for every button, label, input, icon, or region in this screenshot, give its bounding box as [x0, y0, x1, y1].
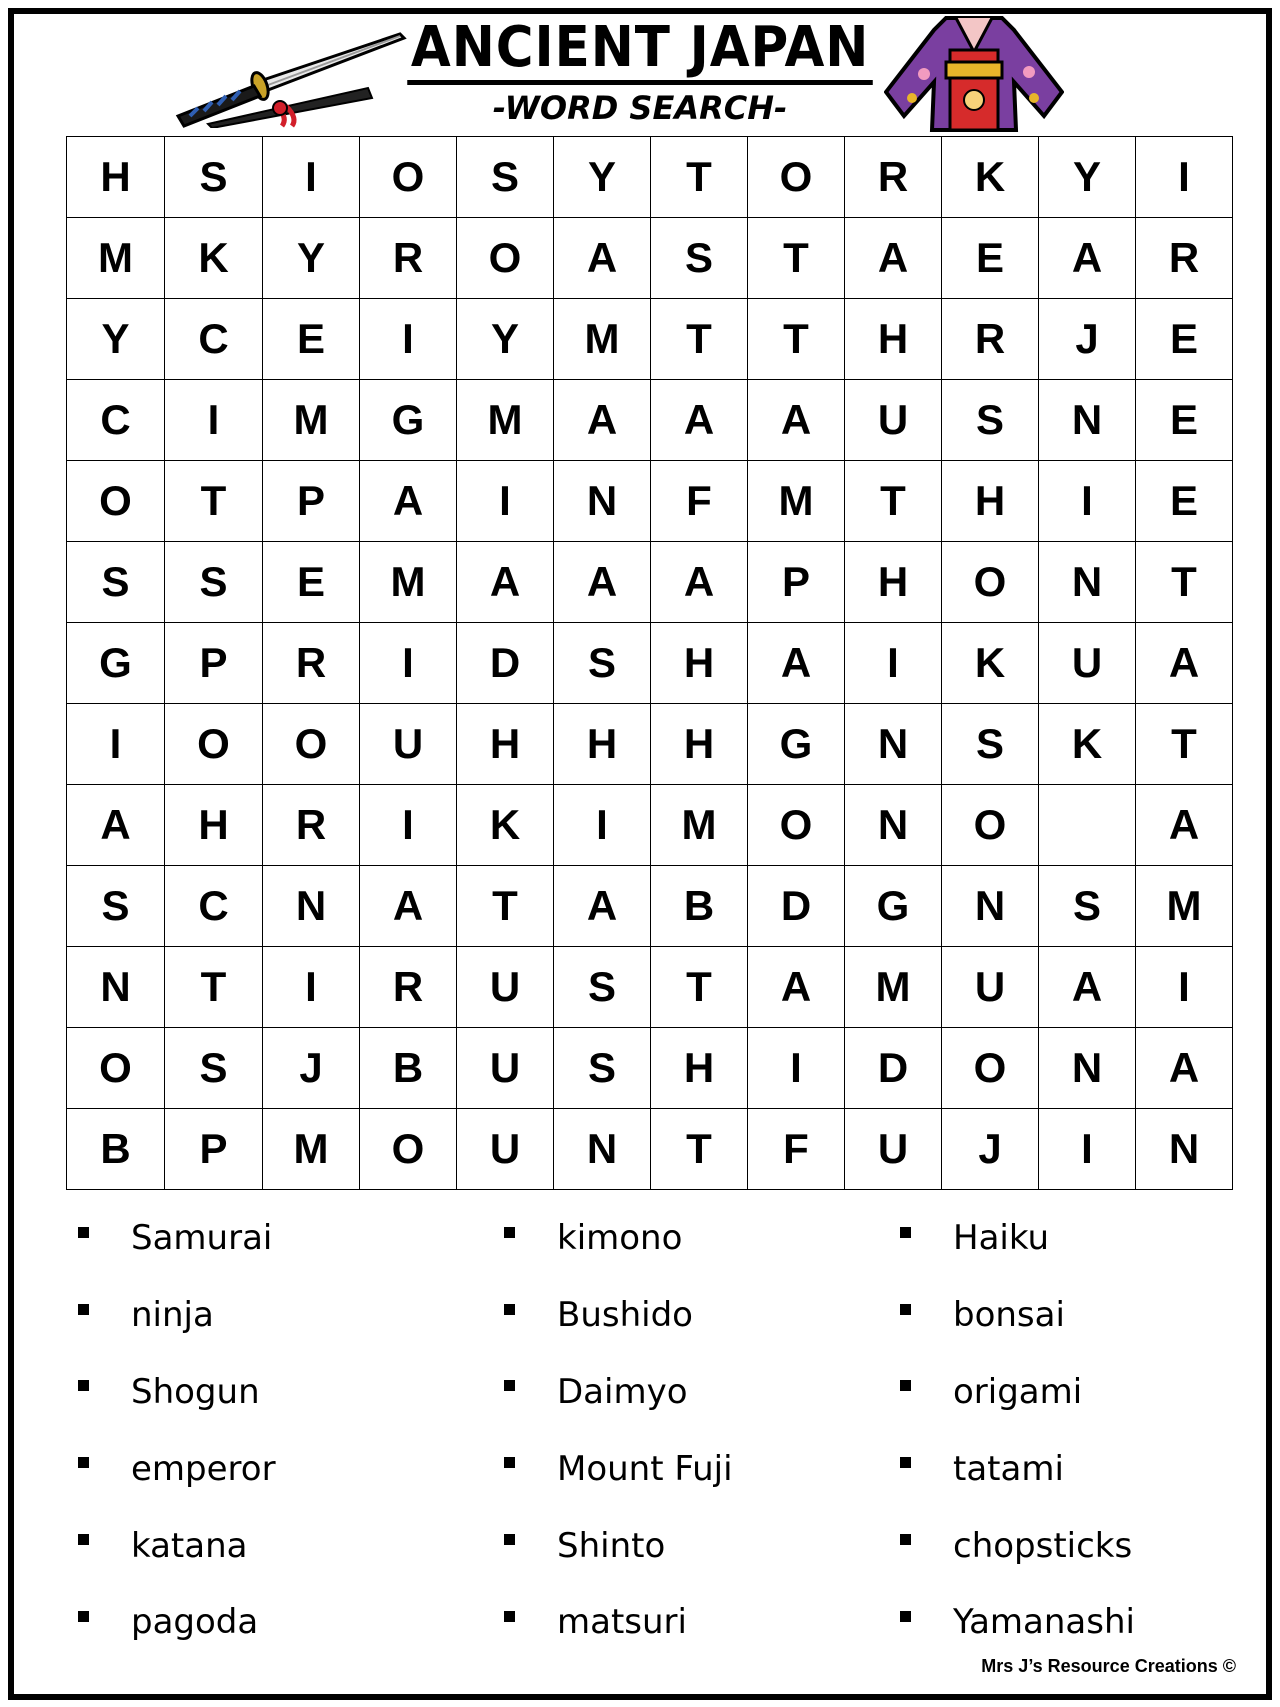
grid-cell[interactable]: J	[1039, 299, 1136, 380]
grid-cell[interactable]: O	[165, 704, 263, 785]
grid-cell[interactable]: F	[748, 1109, 845, 1190]
word-list-item	[900, 1277, 1135, 1354]
grid-cell[interactable]: S	[165, 1028, 263, 1109]
grid-cell[interactable]: R	[263, 785, 360, 866]
grid-cell[interactable]: S	[165, 137, 263, 218]
grid-cell[interactable]: E	[942, 218, 1039, 299]
grid-cell[interactable]: I	[360, 785, 457, 866]
grid-cell[interactable]: P	[263, 461, 360, 542]
word-list-item	[504, 1354, 733, 1431]
word-list-item	[900, 1584, 1135, 1661]
grid-cell[interactable]: I	[263, 137, 360, 218]
word-text: Shogun	[131, 1371, 260, 1412]
grid-cell[interactable]: N	[845, 785, 942, 866]
grid-cell[interactable]: N	[554, 1109, 651, 1190]
grid-cell[interactable]: G	[845, 866, 942, 947]
grid-cell[interactable]: U	[457, 947, 554, 1028]
grid-cell[interactable]: O	[360, 137, 457, 218]
grid-cell[interactable]: R	[1136, 218, 1233, 299]
grid-cell[interactable]: U	[845, 1109, 942, 1190]
bullet-icon	[504, 1380, 515, 1391]
grid-cell[interactable]: A	[1039, 947, 1136, 1028]
grid-cell[interactable]: K	[942, 137, 1039, 218]
worksheet-title: ANCIENT JAPAN	[407, 16, 873, 85]
grid-cell[interactable]: O	[67, 461, 165, 542]
grid-cell[interactable]: K	[457, 785, 554, 866]
grid-row	[67, 1028, 1233, 1109]
grid-cell[interactable]: N	[1039, 1028, 1136, 1109]
word-text: ninja	[131, 1295, 214, 1336]
grid-cell[interactable]: T	[845, 461, 942, 542]
bullet-icon	[504, 1611, 515, 1622]
credit-text: Mrs J’s Resource Creations ©	[981, 1656, 1236, 1676]
grid-row	[67, 542, 1233, 623]
grid-cell[interactable]: I	[1136, 947, 1233, 1028]
grid-row	[67, 866, 1233, 947]
grid-cell[interactable]: I	[165, 380, 263, 461]
grid-cell[interactable]: J	[942, 1109, 1039, 1190]
word-text: origami	[953, 1371, 1083, 1412]
grid-cell[interactable]: R	[360, 218, 457, 299]
grid-cell[interactable]: J	[263, 1028, 360, 1109]
grid-cell[interactable]: G	[748, 704, 845, 785]
grid-cell[interactable]: O	[942, 542, 1039, 623]
bullet-icon	[900, 1227, 911, 1238]
grid-cell[interactable]: U	[845, 380, 942, 461]
grid-cell[interactable]: A	[1039, 218, 1136, 299]
grid-cell[interactable]: H	[165, 785, 263, 866]
grid-cell[interactable]: B	[360, 1028, 457, 1109]
grid-row	[67, 1109, 1233, 1190]
grid-cell[interactable]: M	[1136, 866, 1233, 947]
kimono-icon	[884, 12, 1064, 134]
grid-cell[interactable]: U	[457, 1109, 554, 1190]
grid-cell[interactable]: H	[457, 704, 554, 785]
word-list-item	[504, 1507, 733, 1584]
grid-row	[67, 785, 1233, 866]
grid-cell[interactable]: K	[942, 623, 1039, 704]
grid-cell[interactable]: N	[1039, 380, 1136, 461]
grid-cell[interactable]: T	[651, 137, 748, 218]
grid-cell[interactable]: A	[554, 866, 651, 947]
bullet-icon	[78, 1380, 89, 1391]
grid-cell[interactable]: M	[457, 380, 554, 461]
grid-row	[67, 461, 1233, 542]
word-list-item	[78, 1430, 276, 1507]
grid-row	[67, 947, 1233, 1028]
word-list-item	[504, 1584, 733, 1661]
grid-cell[interactable]: S	[1039, 866, 1136, 947]
grid-cell[interactable]: M	[554, 299, 651, 380]
grid-cell[interactable]: M	[748, 461, 845, 542]
grid-cell[interactable]: A	[67, 785, 165, 866]
grid-cell[interactable]: I	[1136, 137, 1233, 218]
grid-cell[interactable]: S	[554, 1028, 651, 1109]
word-list-item	[78, 1277, 276, 1354]
word-list-column	[504, 1200, 733, 1661]
grid-cell[interactable]: H	[942, 461, 1039, 542]
word-text: Haiku	[953, 1218, 1050, 1259]
grid-cell[interactable]: I	[1039, 461, 1136, 542]
grid-cell[interactable]: B	[651, 866, 748, 947]
grid-cell[interactable]: I	[360, 623, 457, 704]
grid-cell[interactable]: A	[554, 380, 651, 461]
grid-cell[interactable]: F	[651, 461, 748, 542]
grid-cell[interactable]: D	[845, 1028, 942, 1109]
grid-cell[interactable]: H	[845, 299, 942, 380]
grid-cell[interactable]: N	[554, 461, 651, 542]
grid-cell[interactable]: S	[651, 218, 748, 299]
grid-cell[interactable]: U	[457, 1028, 554, 1109]
word-list-item	[504, 1277, 733, 1354]
grid-cell[interactable]: C	[67, 380, 165, 461]
grid-cell[interactable]: N	[263, 866, 360, 947]
grid-cell[interactable]: M	[263, 1109, 360, 1190]
grid-cell[interactable]: O	[360, 1109, 457, 1190]
grid-cell[interactable]	[1039, 785, 1136, 866]
grid-cell[interactable]: A	[1136, 785, 1233, 866]
grid-cell[interactable]: I	[845, 623, 942, 704]
grid-cell[interactable]: Y	[1039, 137, 1136, 218]
grid-cell[interactable]: I	[360, 299, 457, 380]
grid-cell[interactable]: P	[165, 623, 263, 704]
grid-cell[interactable]: S	[67, 542, 165, 623]
grid-cell[interactable]: A	[1136, 1028, 1233, 1109]
grid-cell[interactable]: U	[1039, 623, 1136, 704]
grid-cell[interactable]: R	[263, 623, 360, 704]
grid-cell[interactable]: N	[1039, 542, 1136, 623]
grid-cell[interactable]: Y	[457, 299, 554, 380]
grid-cell[interactable]: H	[651, 623, 748, 704]
grid-cell[interactable]: E	[1136, 380, 1233, 461]
grid-cell[interactable]: S	[165, 542, 263, 623]
word-text: matsuri	[557, 1602, 687, 1643]
grid-cell[interactable]: H	[845, 542, 942, 623]
grid-cell[interactable]: I	[554, 785, 651, 866]
grid-cell[interactable]: O	[67, 1028, 165, 1109]
grid-row	[67, 218, 1233, 299]
grid-cell[interactable]: A	[554, 542, 651, 623]
grid-cell[interactable]: U	[360, 704, 457, 785]
word-list-item	[900, 1507, 1135, 1584]
grid-row	[67, 623, 1233, 704]
grid-cell[interactable]: T	[1136, 542, 1233, 623]
grid-cell[interactable]: I	[748, 1028, 845, 1109]
grid-cell[interactable]: T	[457, 866, 554, 947]
word-text: kimono	[557, 1218, 683, 1259]
word-list-item	[900, 1430, 1135, 1507]
grid-cell[interactable]: S	[942, 704, 1039, 785]
grid-cell[interactable]: C	[165, 299, 263, 380]
bullet-icon	[78, 1534, 89, 1545]
grid-cell[interactable]: N	[67, 947, 165, 1028]
bullet-icon	[900, 1457, 911, 1468]
grid-cell[interactable]: S	[554, 947, 651, 1028]
grid-cell[interactable]: U	[942, 947, 1039, 1028]
bullet-icon	[504, 1304, 515, 1315]
grid-cell[interactable]: P	[748, 542, 845, 623]
grid-cell[interactable]: M	[845, 947, 942, 1028]
word-text: pagoda	[131, 1602, 259, 1643]
grid-cell[interactable]: T	[651, 947, 748, 1028]
bullet-icon	[900, 1380, 911, 1391]
grid-cell[interactable]: A	[748, 947, 845, 1028]
grid-cell[interactable]: A	[748, 380, 845, 461]
worksheet-subtitle: -WORD SEARCH-	[492, 89, 788, 127]
grid-cell[interactable]: T	[1136, 704, 1233, 785]
grid-cell[interactable]: E	[263, 299, 360, 380]
title-block	[0, 16, 1280, 127]
grid-cell[interactable]: T	[165, 947, 263, 1028]
grid-cell[interactable]: O	[942, 785, 1039, 866]
word-list-item	[504, 1200, 733, 1277]
grid-cell[interactable]: E	[263, 542, 360, 623]
grid-cell[interactable]: A	[651, 542, 748, 623]
grid-row	[67, 704, 1233, 785]
grid-cell[interactable]: A	[845, 218, 942, 299]
grid-cell[interactable]: R	[942, 299, 1039, 380]
grid-row	[67, 380, 1233, 461]
grid-cell[interactable]: D	[748, 866, 845, 947]
grid-cell[interactable]: O	[748, 785, 845, 866]
grid-cell[interactable]: M	[651, 785, 748, 866]
grid-cell[interactable]: T	[748, 299, 845, 380]
grid-cell[interactable]: S	[942, 380, 1039, 461]
grid-cell[interactable]: H	[651, 1028, 748, 1109]
word-list-column	[900, 1200, 1135, 1661]
grid-cell[interactable]: H	[67, 137, 165, 218]
word-text: chopsticks	[953, 1525, 1133, 1566]
bullet-icon	[78, 1457, 89, 1468]
grid-cell[interactable]: I	[67, 704, 165, 785]
grid-cell[interactable]: M	[263, 380, 360, 461]
word-text: tatami	[953, 1448, 1064, 1489]
grid-cell[interactable]: T	[748, 218, 845, 299]
word-list-item	[504, 1430, 733, 1507]
word-list-item	[900, 1354, 1135, 1431]
grid-cell[interactable]: Y	[263, 218, 360, 299]
grid-cell[interactable]: P	[165, 1109, 263, 1190]
grid-cell[interactable]: A	[1136, 623, 1233, 704]
grid-cell[interactable]: O	[942, 1028, 1039, 1109]
word-list-item	[78, 1354, 276, 1431]
bullet-icon	[900, 1304, 911, 1315]
grid-cell[interactable]: B	[67, 1109, 165, 1190]
bullet-icon	[504, 1227, 515, 1238]
bullet-icon	[78, 1304, 89, 1315]
word-text: Daimyo	[557, 1371, 688, 1412]
word-list-item	[78, 1507, 276, 1584]
grid-cell[interactable]: R	[360, 947, 457, 1028]
grid-cell[interactable]: I	[1039, 1109, 1136, 1190]
grid-cell[interactable]: T	[165, 461, 263, 542]
grid-cell[interactable]: Y	[554, 137, 651, 218]
grid-cell[interactable]: O	[457, 218, 554, 299]
word-text: Yamanashi	[953, 1602, 1135, 1643]
grid-cell[interactable]: C	[165, 866, 263, 947]
grid-cell[interactable]: A	[360, 461, 457, 542]
grid-cell[interactable]: A	[748, 623, 845, 704]
word-list-item	[78, 1200, 276, 1277]
grid-cell[interactable]: S	[457, 137, 554, 218]
grid-cell[interactable]: H	[651, 704, 748, 785]
grid-cell[interactable]: H	[554, 704, 651, 785]
grid-cell[interactable]: N	[1136, 1109, 1233, 1190]
grid-cell[interactable]: K	[1039, 704, 1136, 785]
grid-cell[interactable]: Y	[67, 299, 165, 380]
grid-cell[interactable]: K	[165, 218, 263, 299]
word-list	[66, 1200, 1226, 1660]
grid-cell[interactable]: T	[651, 299, 748, 380]
word-text: Shinto	[557, 1525, 666, 1566]
word-list-item	[900, 1200, 1135, 1277]
grid-cell[interactable]: A	[360, 866, 457, 947]
grid-cell[interactable]: A	[554, 218, 651, 299]
grid-cell[interactable]: N	[845, 704, 942, 785]
grid-row	[67, 299, 1233, 380]
grid-cell[interactable]: O	[748, 137, 845, 218]
bullet-icon	[504, 1457, 515, 1468]
grid-cell[interactable]: M	[360, 542, 457, 623]
grid-cell[interactable]: D	[457, 623, 554, 704]
grid-cell[interactable]: E	[1136, 299, 1233, 380]
word-text: emperor	[131, 1448, 276, 1489]
bullet-icon	[78, 1611, 89, 1622]
grid-cell[interactable]: R	[845, 137, 942, 218]
bullet-icon	[78, 1227, 89, 1238]
bullet-icon	[504, 1534, 515, 1545]
grid-cell[interactable]: M	[67, 218, 165, 299]
grid-cell[interactable]: N	[942, 866, 1039, 947]
word-text: bonsai	[953, 1295, 1065, 1336]
word-list-item	[78, 1584, 276, 1661]
grid-cell[interactable]: I	[263, 947, 360, 1028]
grid-cell[interactable]: S	[67, 866, 165, 947]
word-text: Mount Fuji	[557, 1448, 733, 1489]
word-text: katana	[131, 1525, 248, 1566]
grid-cell[interactable]: O	[263, 704, 360, 785]
bullet-icon	[900, 1534, 911, 1545]
word-search-grid	[66, 136, 1233, 1190]
grid-cell[interactable]: G	[67, 623, 165, 704]
grid-cell[interactable]: A	[651, 380, 748, 461]
grid-cell[interactable]: S	[554, 623, 651, 704]
grid-cell[interactable]: E	[1136, 461, 1233, 542]
word-list-column	[78, 1200, 276, 1661]
bullet-icon	[900, 1611, 911, 1622]
grid-cell[interactable]: T	[651, 1109, 748, 1190]
grid-row	[67, 137, 1233, 218]
grid-cell[interactable]: I	[457, 461, 554, 542]
grid-cell[interactable]: G	[360, 380, 457, 461]
word-text: Samurai	[131, 1218, 273, 1259]
word-text: Bushido	[557, 1295, 693, 1336]
grid-cell[interactable]: A	[457, 542, 554, 623]
